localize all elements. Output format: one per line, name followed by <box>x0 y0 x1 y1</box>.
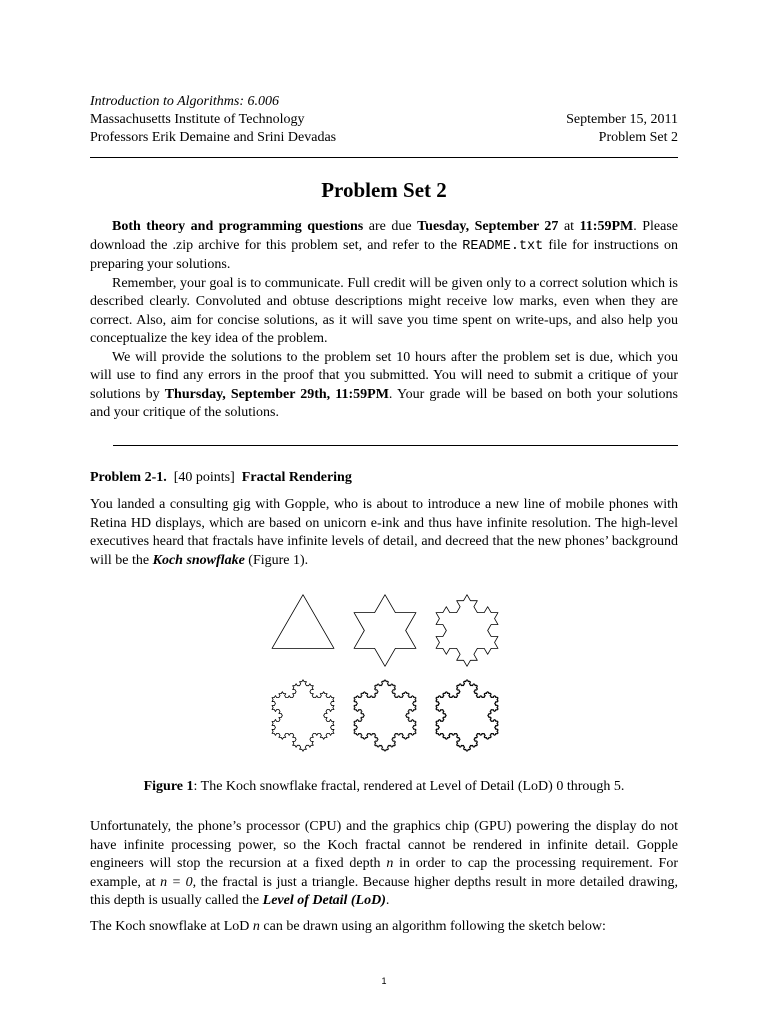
body-text-span: , the fractal is just a triangle. Because higher depths result in more detailed drawing, this depth is usually called the <box>90 874 678 908</box>
problem-heading <box>90 469 678 488</box>
koch-snowflake-term: Koch snowflake <box>152 552 245 568</box>
body-text <box>90 818 678 911</box>
koch-snowflake-lod-4 <box>354 680 416 752</box>
problem-text-span: You landed a consulting gig with Gopple, who is about to introduce a new line of mobile phones with Retina HD displays, which are based on unicorn e-ink and thus have infinite resolution. The high-level executives heard that fractals have infinite levels of detail, and decreed that the new phones’ background will be the <box>90 497 678 568</box>
figure-caption-text: : The Koch snowflake fractal, rendered at Level of Detail (LoD) 0 through 5. <box>193 779 625 794</box>
koch-snowflake-lod-1 <box>354 595 416 667</box>
section-rule <box>113 445 678 446</box>
page-header <box>90 93 678 147</box>
problem-paragraph-1 <box>90 496 678 570</box>
page-number: 1 <box>381 976 387 986</box>
lod-term: Level of Detail (LoD) <box>262 893 386 908</box>
intro-paragraph-3 <box>90 349 678 423</box>
intro-text-span: . Please download the .zip archive for this problem set, and refer to the <box>90 219 678 253</box>
math-n: n <box>386 856 394 871</box>
body-text-span: The Koch snowflake at LoD <box>90 919 253 934</box>
header-rule <box>90 157 678 158</box>
intro-due-time: 11:59PM <box>579 219 634 234</box>
problem-text-span: (Figure 1). <box>244 552 309 568</box>
body-paragraph-2 <box>90 918 678 937</box>
problem-label: Problem 2-1. <box>90 470 167 485</box>
koch-snowflake-lod-3 <box>272 680 334 752</box>
koch-snowflake-lod-2 <box>436 595 498 667</box>
intro-text-span: at <box>558 219 580 234</box>
intro-bold-1: Both theory and programming questions <box>112 219 364 234</box>
problem-set-label: Problem Set 2 <box>598 130 678 145</box>
intro-text-span: We will provide the solutions to the problem set 10 hours after the problem set is due, which you will use to find any errors in the proof that you submitted. You will need to submit a critique of your solutions by <box>90 349 678 402</box>
intro-paragraph-2: Remember, your goal is to communicate. Full credit will be given only to a correct solution which is described clearly. Convoluted and obtuse descriptions might receive low marks, even when they are correct. Also, aim for concise solutions, as it will save you time spent on write-ups, and also help you conceptualize the key idea of the problem. <box>90 275 678 346</box>
body-text-span: can be drawn using an algorithm following the sketch below: <box>259 919 606 934</box>
institution: Massachusetts Institute of Technology <box>90 112 305 127</box>
figure-label: Figure 1 <box>143 779 194 794</box>
math-n: n <box>252 919 260 934</box>
body-text-span: in order to cap the processing requirement. For example, at <box>90 856 678 890</box>
professors: Professors Erik Demaine and Srini Devadas <box>90 130 337 145</box>
intro-paragraph-1 <box>90 218 678 275</box>
problem-name: Fractal Rendering <box>241 470 352 485</box>
intro-text-span: . Your grade will be based on both your solutions and your critique of the solutions. <box>90 386 678 420</box>
math-n-equals-0: n = 0 <box>160 874 193 890</box>
figure-caption <box>0 779 768 795</box>
koch-snowflake-lod-0 <box>272 595 334 649</box>
intro-text <box>90 218 678 423</box>
koch-snowflake-lod-5 <box>436 680 498 752</box>
intro-due-date: Tuesday, September 27 <box>417 219 559 234</box>
body-paragraph-1 <box>90 818 678 911</box>
problem-points: [40 points] <box>173 470 235 485</box>
problem-text <box>90 496 678 570</box>
intro-text-span: are due <box>363 219 418 234</box>
body-text-2 <box>90 918 678 937</box>
body-text-span: . <box>385 893 390 908</box>
body-text-span: Unfortunately, the phone’s processor (CPU) and the graphics chip (GPU) powering the display do not have infinite processing power, so the Koch fractal cannot be rendered in infinite detail. Gopple engineers will stop the recursion at a fixed depth <box>90 819 678 871</box>
course-title: Introduction to Algorithms: 6.006 <box>90 94 279 109</box>
critique-deadline: Thursday, September 29th, 11:59PM <box>164 386 389 402</box>
readme-filename: README.txt <box>462 238 544 254</box>
intro-text-span: file for instructions on preparing your solutions. <box>90 237 678 272</box>
page-title: Problem Set 2 <box>321 178 447 202</box>
date: September 15, 2011 <box>566 112 678 127</box>
koch-snowflake-figure <box>262 588 508 758</box>
